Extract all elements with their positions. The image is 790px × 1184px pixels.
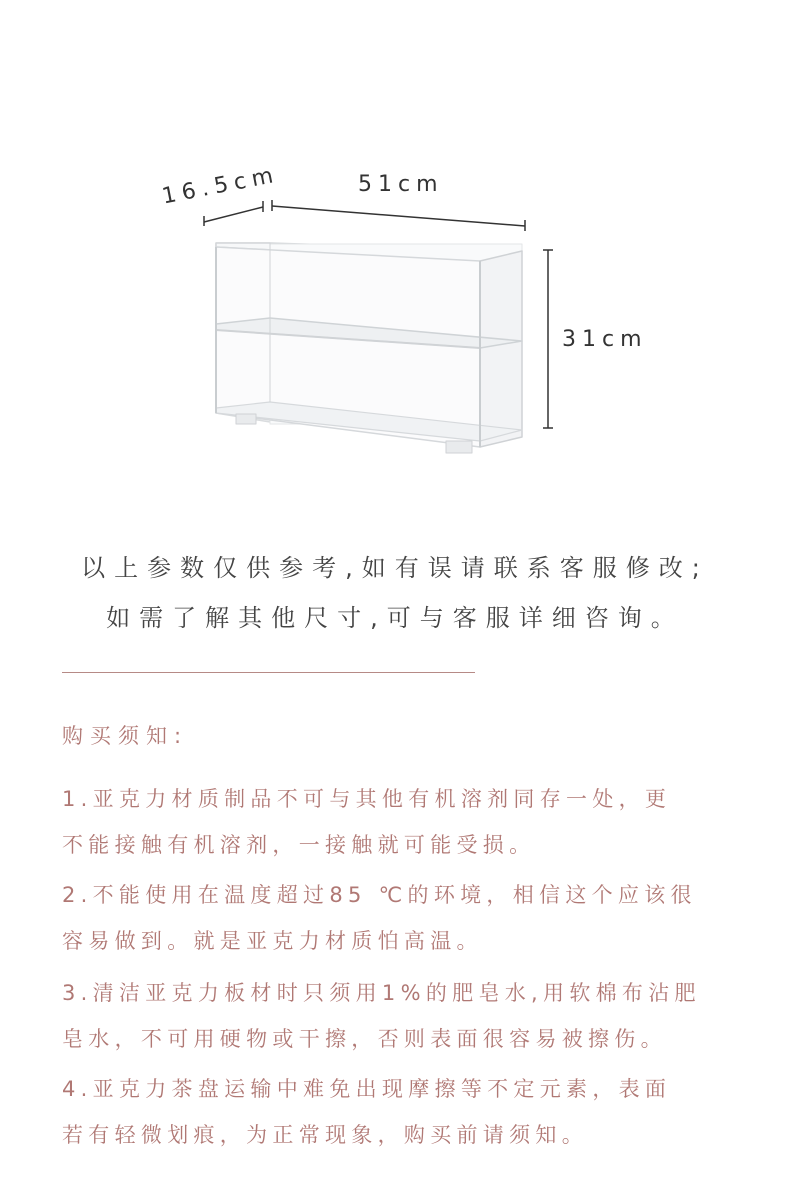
notice-item-1: [62, 776, 742, 868]
notice-item-4-line-2: 若有轻微划痕，为正常现象，购买前请须知。: [62, 1123, 588, 1147]
notice-item-2-line-1: 2.不能使用在温度超过85 ℃的环境，相信这个应该很: [62, 883, 697, 907]
notice-item-4-line-1: 4.亚克力茶盘运输中难免出现摩擦等不定元素，表面: [62, 1077, 672, 1101]
notice-item-2: [62, 872, 742, 964]
parameter-note-line-2: 如需了解其他尺寸,可与客服详细咨询。: [106, 604, 684, 632]
notice-item-1-line-1: 1.亚克力材质制品不可与其他有机溶剂同存一处，更: [62, 787, 672, 811]
notice-title: 购买须知:: [62, 724, 189, 748]
notice-item-3-line-2: 皂水，不可用硬物或干擦，否则表面很容易被擦伤。: [62, 1027, 667, 1051]
notice-item-1-line-2: 不能接触有机溶剂，一接触就可能受损。: [62, 833, 536, 857]
acrylic-shelf-illustration: [0, 0, 790, 520]
acrylic-box: [216, 243, 522, 453]
product-dimension-figure: [0, 0, 790, 520]
notice-item-3: [62, 970, 742, 1062]
height-label: 31cm: [562, 327, 648, 352]
notice-item-3-line-1: 3.清洁亚克力板材时只须用1%的肥皂水,用软棉布沾肥: [62, 981, 701, 1005]
width-label: 51cm: [358, 172, 444, 197]
depth-label: 16.5cm: [160, 162, 282, 210]
section-divider: [62, 672, 475, 673]
notice-item-4: [62, 1066, 742, 1158]
width-dimension-line: [272, 200, 525, 231]
parameter-note-line-1: 以上参数仅供参考,如有误请联系客服修改;: [81, 554, 709, 582]
depth-dimension-line: [204, 201, 263, 226]
height-dimension-line: [543, 250, 553, 428]
notice-item-2-line-2: 容易做到。就是亚克力材质怕高温。: [62, 929, 483, 953]
